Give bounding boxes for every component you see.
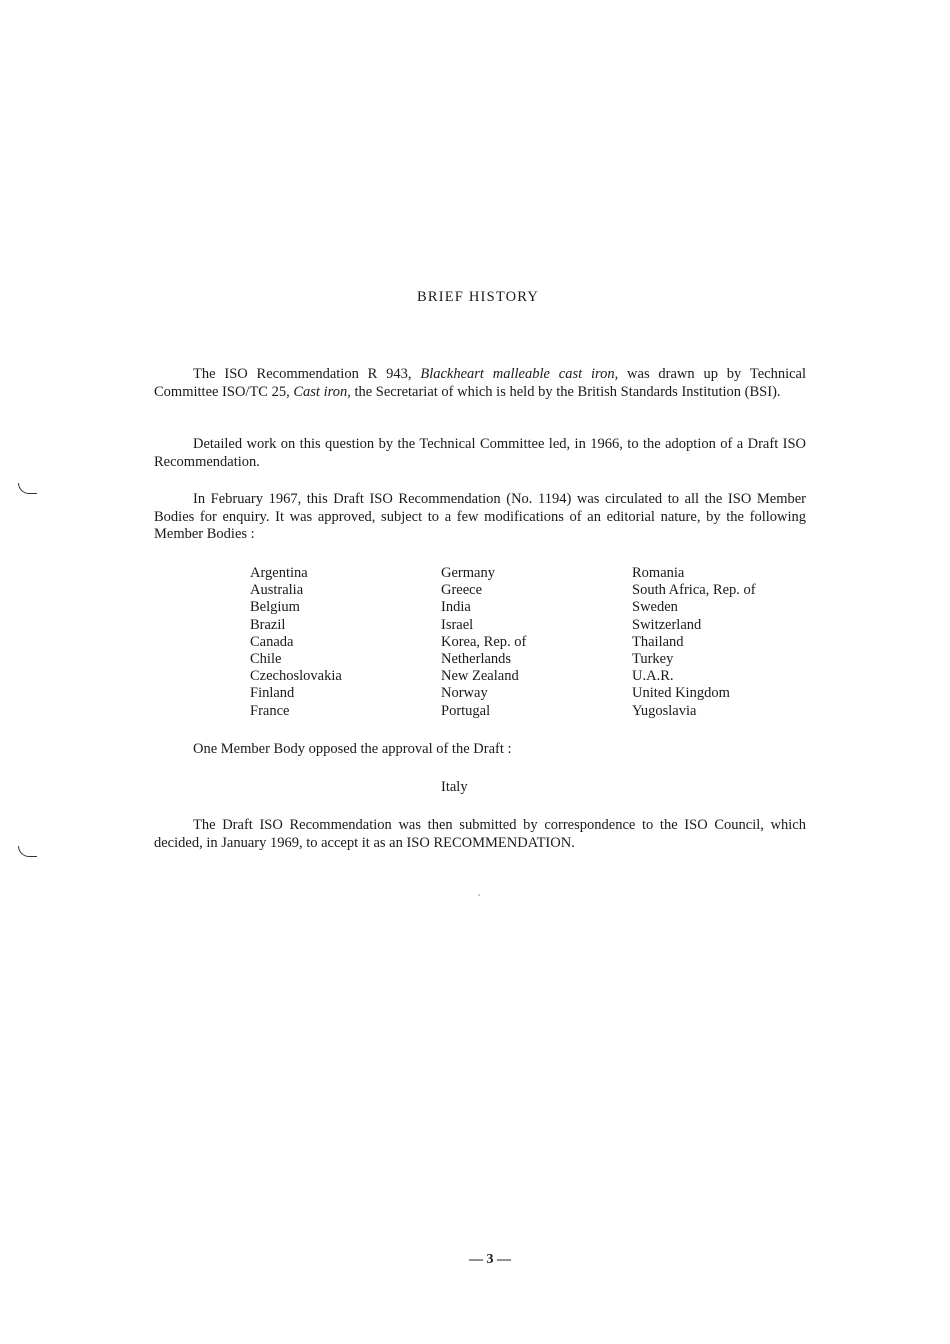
- paragraph-draft-adoption: [154, 436, 806, 471]
- member-body: Israel: [441, 616, 474, 633]
- para2-text: Detailed work on this question by the Technical Committee led, in 1966, to the adoption of a Draft ISO Recommendation.: [154, 436, 806, 470]
- member-body: Thailand: [632, 633, 684, 650]
- para1-lead: The ISO Recommendation R 943,: [193, 366, 421, 382]
- member-body: India: [441, 599, 471, 616]
- opposing-member: Italy: [441, 779, 468, 795]
- member-body: France: [250, 702, 290, 719]
- member-body: Argentina: [250, 565, 308, 581]
- member-body: Switzerland: [632, 616, 702, 633]
- paragraph-origin: [154, 366, 806, 401]
- member-body: Czechoslovakia: [250, 668, 342, 685]
- member-column-1: [250, 565, 440, 720]
- paragraph-circulation: [154, 491, 806, 544]
- scan-speck: [478, 894, 480, 896]
- member-column-2: [441, 565, 631, 720]
- member-body: Belgium: [250, 599, 300, 616]
- member-body: United Kingdom: [632, 685, 730, 702]
- member-body: Sweden: [632, 599, 678, 616]
- member-body: New Zealand: [441, 668, 519, 685]
- para3-text: In February 1967, this Draft ISO Recommendation (No. 1194) was circulated to all the ISO Member Bodies for enquiry. It was approved, subject to a few modifications of an editorial nature, by the following Member Bodies :: [154, 491, 806, 542]
- page-number: — 3 —: [469, 1252, 511, 1267]
- member-body: South Africa, Rep. of: [632, 582, 756, 599]
- binding-hole-mark: [18, 846, 37, 857]
- member-body: Korea, Rep. of: [441, 633, 527, 650]
- para1-mid: was drawn up by Technical Committee ISO/TC 25,: [154, 366, 806, 400]
- member-body: Norway: [441, 685, 488, 702]
- member-body: Greece: [441, 582, 483, 599]
- binding-hole-mark: [18, 483, 37, 494]
- paragraph-acceptance: [154, 817, 806, 852]
- member-body: Romania: [632, 565, 685, 581]
- member-body: Germany: [441, 565, 495, 581]
- member-body: Turkey: [632, 651, 674, 668]
- member-body: Finland: [250, 685, 295, 702]
- member-body: Portugal: [441, 702, 491, 719]
- para1-tail: the Secretariat of which is held by the British Standards Institution (BSI).: [350, 383, 781, 400]
- member-body: Canada: [250, 633, 294, 650]
- member-body: U.A.R.: [632, 668, 674, 685]
- member-body: Yugoslavia: [632, 702, 697, 719]
- para4-text: The Draft ISO Recommendation was then submitted by correspondence to the ISO Council, which decided, in January 1969, to accept it as an ISO RECOMMENDATION.: [154, 817, 806, 851]
- member-body: Brazil: [250, 616, 286, 633]
- member-body: Australia: [250, 582, 304, 599]
- member-body: Chile: [250, 651, 282, 668]
- member-column-3: [632, 565, 822, 720]
- committee-title: Cast iron,: [293, 383, 351, 400]
- recommendation-title: Blackheart malleable cast iron,: [420, 366, 619, 382]
- opposition-statement: One Member Body opposed the approval of the Draft :: [193, 741, 512, 757]
- member-body: Netherlands: [441, 651, 512, 668]
- page-title: BRIEF HISTORY: [416, 289, 540, 305]
